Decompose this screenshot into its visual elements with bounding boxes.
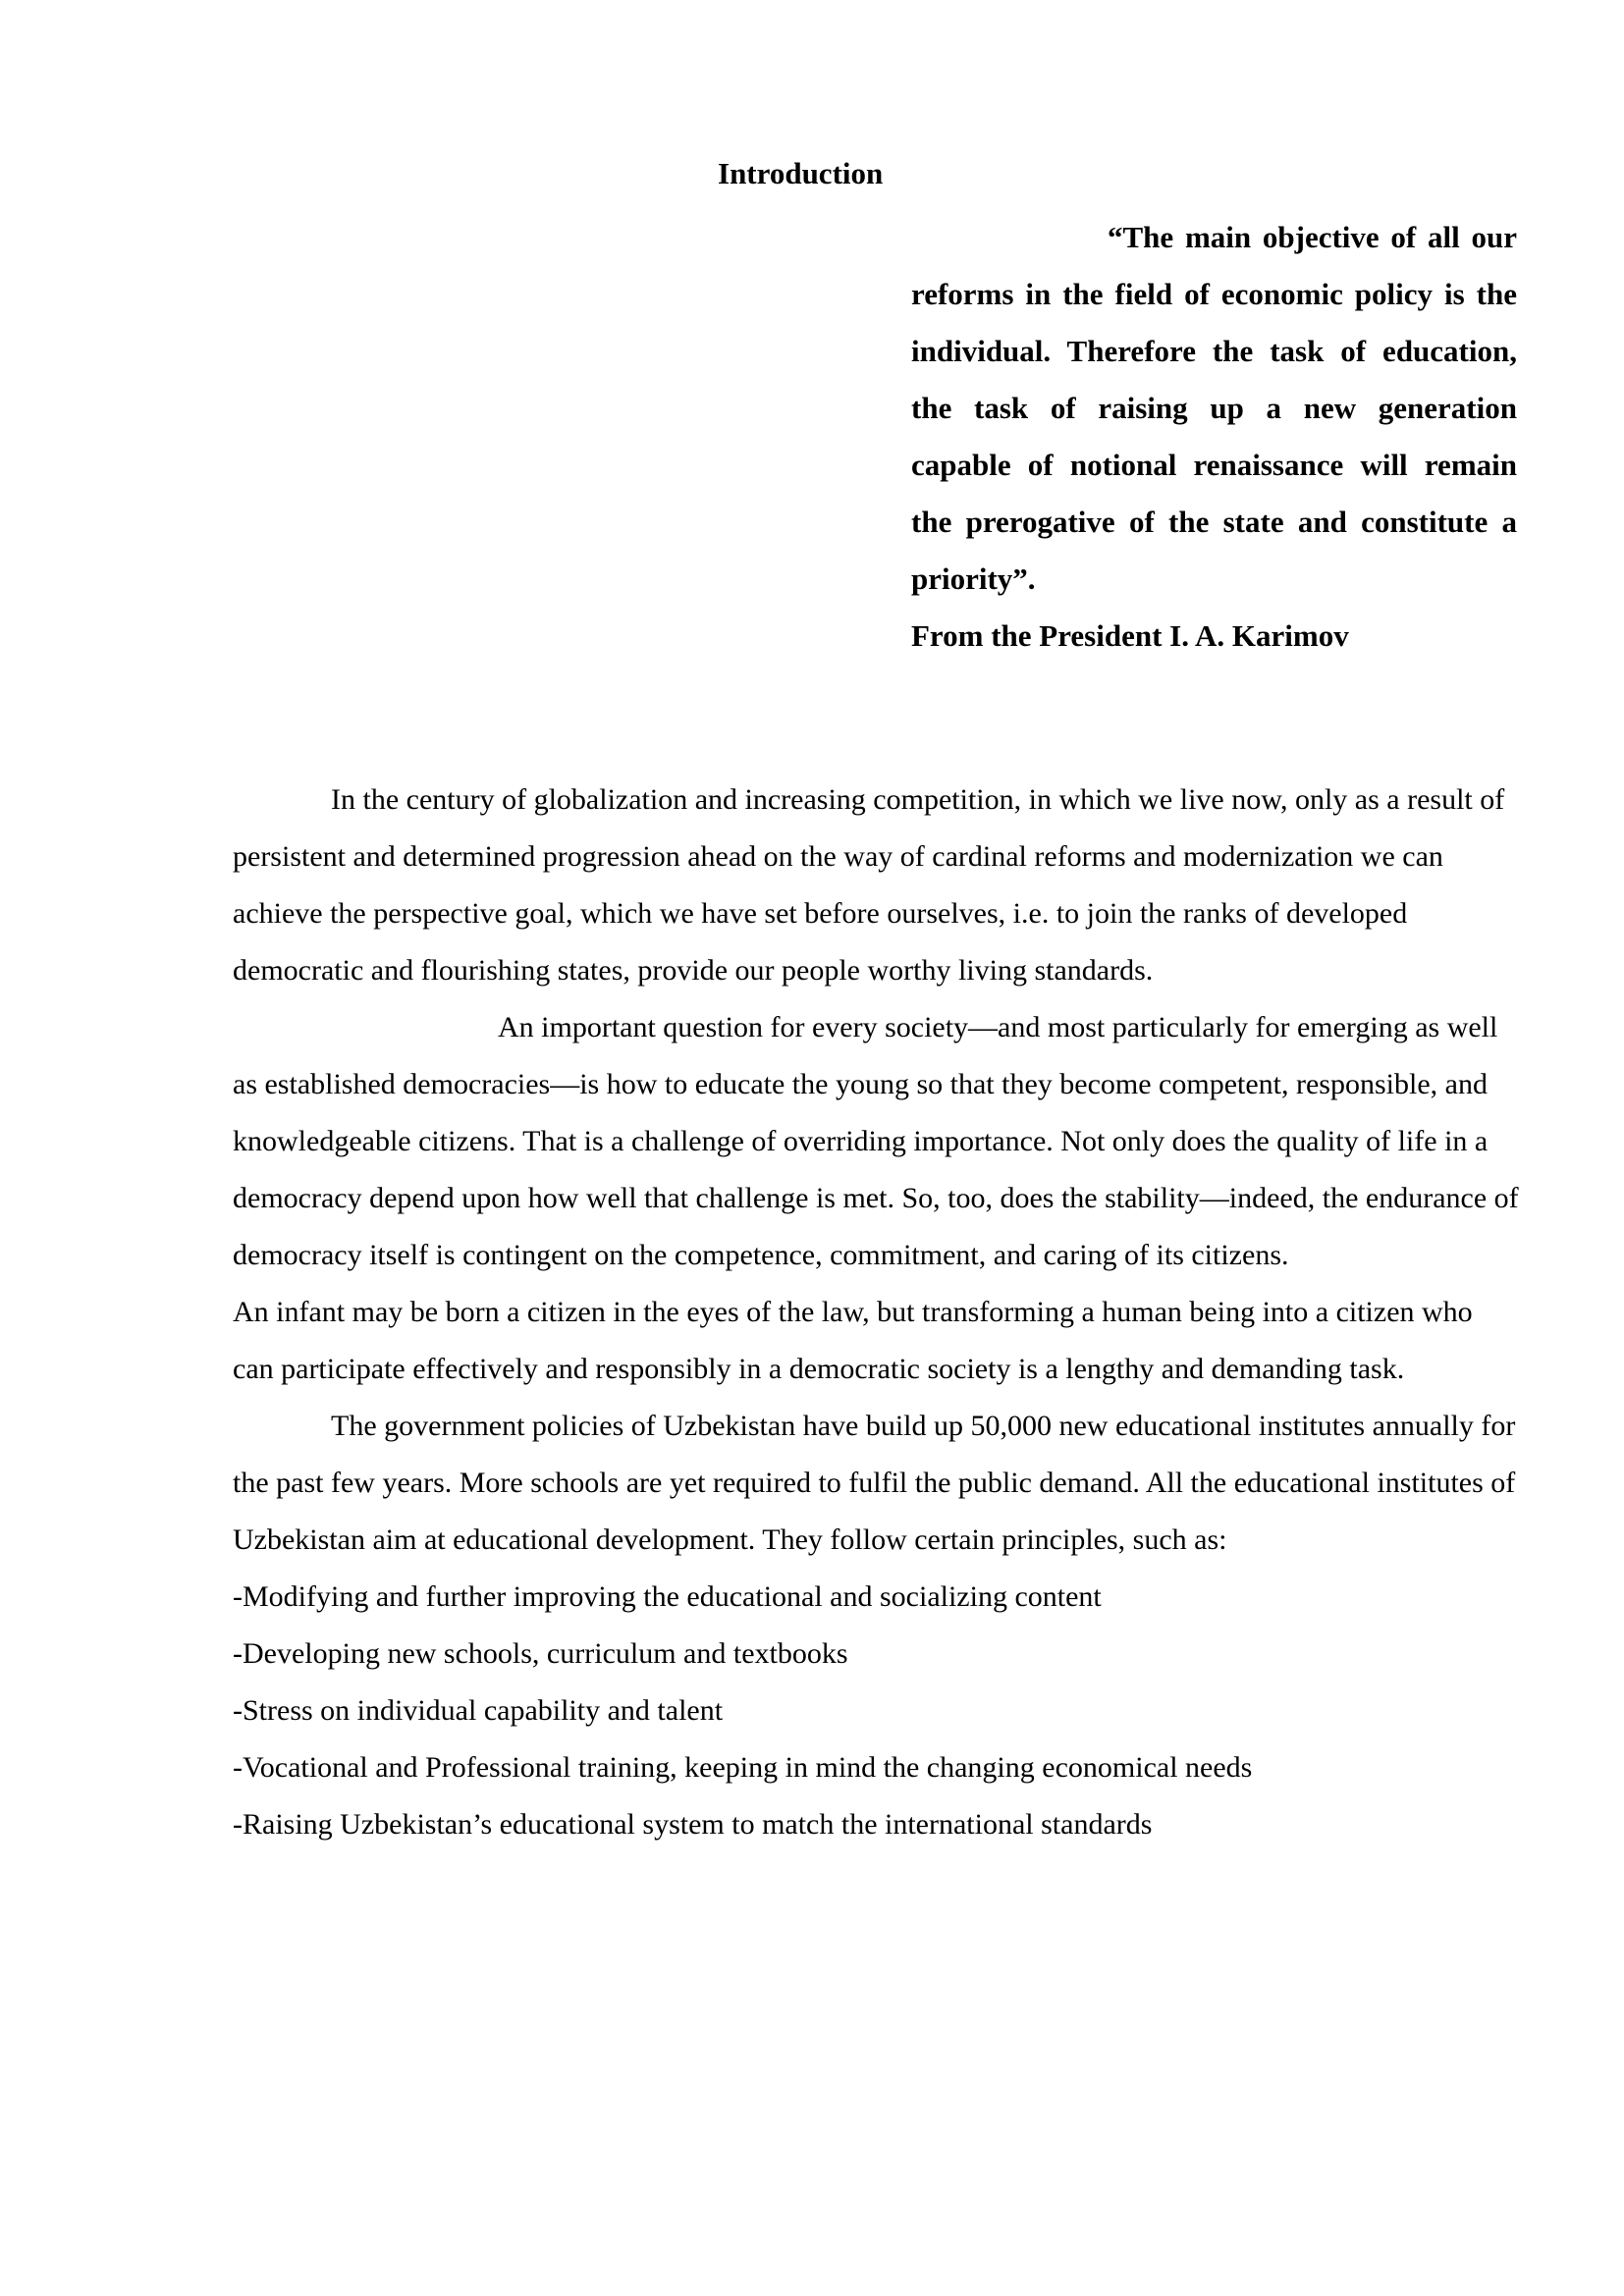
- section-heading: Introduction: [718, 156, 884, 190]
- epigraph-quote: “The main objective of all our reforms in the field of economic policy is the individual. Therefore the task of education, the task of raising up a new generation capable of notional renaissance will remain the prerogative of the state and constitute a priority”.: [911, 220, 1517, 596]
- paragraph-democracy-education: An important question for every society—and most particularly for emerging as well as established democracies—is how to educate the young so that they become competent, responsible, and knowledgeable citizens. That is a challenge of overriding importance. Not only does the quality of life in a democracy depend upon how well that challenge is met. So, too, does the stability—indeed, the endurance of democracy itself is contingent on the competence, commitment, and caring of its citizens.: [233, 1011, 1519, 1271]
- epigraph-source: From the President I. A. Karimov: [911, 618, 1349, 653]
- paragraph-globalization: In the century of globalization and increasing competition, in which we live now, only as a result of persistent and determined progression ahead on the way of cardinal reforms and modernization we can achieve the perspective goal, which we have set before ourselves, i.e. to join the ranks of developed democratic and flourishing states, provide our people worthy living standards.: [233, 783, 1505, 987]
- principle-list-item: -Stress on individual capability and talent: [233, 1694, 724, 1727]
- principle-list-item: -Modifying and further improving the educational and socializing content: [233, 1580, 1102, 1613]
- body-text: [233, 772, 1519, 1853]
- paragraph-citizenship: An infant may be born a citizen in the eyes of the law, but transforming a human being into a citizen who can participate effectively and responsibly in a democratic society is a lengthy and demanding task.: [233, 1296, 1473, 1385]
- principle-list-item: -Vocational and Professional training, keeping in mind the changing economical needs: [233, 1751, 1253, 1784]
- epigraph: [911, 209, 1517, 665]
- paragraph-government-policies: The government policies of Uzbekistan have build up 50,000 new educational institutes annually for the past few years. More schools are yet required to fulfil the public demand. All the educational institutes of Uzbekistan aim at educational development. They follow certain principles, such as:: [233, 1410, 1516, 1556]
- principle-list-item: -Developing new schools, curriculum and textbooks: [233, 1637, 848, 1670]
- principle-list-item: -Raising Uzbekistan’s educational system to match the international standards: [233, 1808, 1153, 1841]
